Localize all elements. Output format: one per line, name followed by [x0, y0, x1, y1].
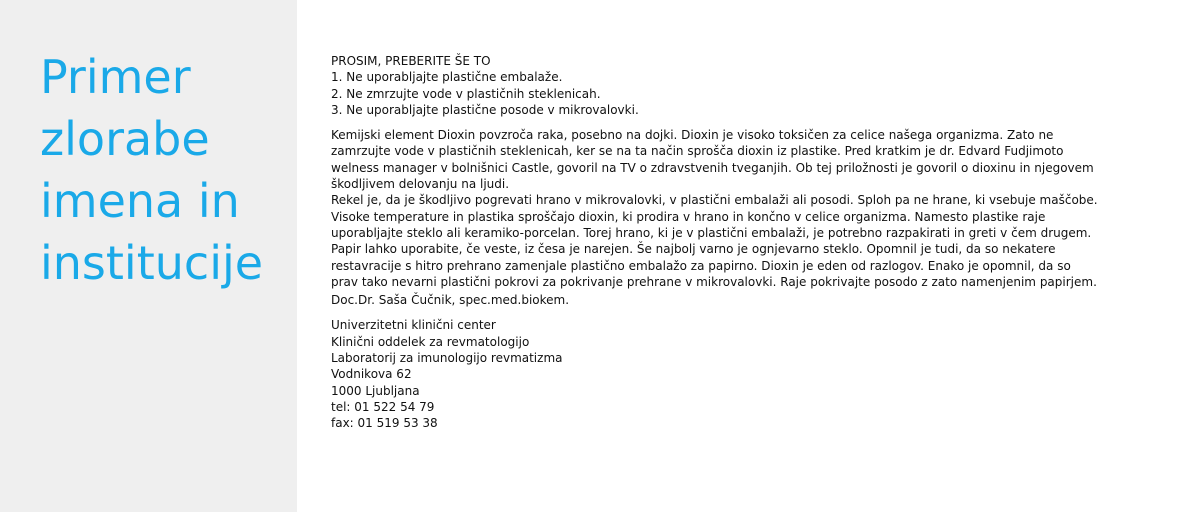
- paragraph-line: Visoke temperature in plastika sproščajo dioxin, ki prodira v hrano in končno v celice organizma. Namesto plastike raje: [331, 209, 1046, 224]
- paragraph-microwave: [331, 192, 1181, 241]
- paragraph-line: zamrzujte vode v plastičnih steklenicah, ker se na ta način sprošča dioxin iz plastike. Pred kratkim je dr. Edvard Fudjimoto: [331, 144, 1064, 159]
- paragraph-line: welness manager v bolnišnici Castle, govoril na TV o zdravstvenih tveganjih. Ob tej priložnosti je govoril o dioxinu in njegovem: [331, 160, 1094, 175]
- paragraph-line: restavracije s hitro prehrano zamenjale plastično embalažo za papirno. Dioxin je eden od razlogov. Enako je opomnil, da so: [331, 258, 1071, 273]
- paragraph-line: Rekel je, da je škodljivo pogrevati hrano v mikrovalovki, v plastični embalaži ali posodi. Sploh pa ne hrane, ki vsebuje maščobe.: [331, 193, 1098, 208]
- title-line: zlorabe: [40, 112, 210, 166]
- paragraph-line: prav tako nevarni plastični pokrovi za pokrivanje prehrane v mikrovalovki. Raje pokrivajte posodo z zato namenjenim papirjem.: [331, 274, 1097, 289]
- slide-title: [40, 46, 290, 294]
- notice-item: 1. Ne uporabljajte plastične embalaže.: [331, 70, 563, 85]
- paragraph-line: Papir lahko uporabite, če veste, iz česa je narejen. Še najbolj varno je ognjevarno steklo. Opomnil je tudi, da so nekatere: [331, 242, 1056, 257]
- address-line: Univerzitetni klinični center: [331, 318, 496, 333]
- paragraph-line: uporabljajte steklo ali keramiko-porcelan. Torej hrano, ki je v plastični embalaži, je potrebno razpakirati in greti v čem drugem.: [331, 225, 1092, 240]
- address-line: Vodnikova 62: [331, 367, 412, 382]
- title-line: imena in: [40, 174, 240, 228]
- address-line: Laboratorij za imunologijo revmatizma: [331, 351, 563, 366]
- paragraph-dioxin: [331, 127, 1181, 192]
- paragraph-line: Kemijski element Dioxin povzroča raka, posebno na dojki. Dioxin je visoko toksičen za celice našega organizma. Zato ne: [331, 128, 1054, 143]
- notice-item: 3. Ne uporabljajte plastične posode v mikrovalovki.: [331, 102, 639, 117]
- notice-heading: PROSIM, PREBERITE ŠE TO: [331, 54, 491, 68]
- letter-content: [331, 53, 1181, 432]
- fax-line: fax: 01 519 53 38: [331, 416, 438, 431]
- notice-item: 2. Ne zmrzujte vode v plastičnih steklenicah.: [331, 86, 601, 101]
- address-line: 1000 Ljubljana: [331, 383, 420, 398]
- signature-name: Doc.Dr. Saša Čučnik, spec.med.biokem.: [331, 293, 570, 308]
- title-line: Primer: [40, 50, 191, 104]
- notice-block: [331, 53, 1181, 118]
- address-line: Klinični oddelek za revmatologijo: [331, 334, 530, 349]
- paragraph-line: škodljivem delovanju na ljudi.: [331, 177, 510, 192]
- left-title-panel: [0, 0, 297, 512]
- signature-block: [331, 292, 1181, 308]
- title-line: institucije: [40, 236, 264, 290]
- phone-line: tel: 01 522 54 79: [331, 399, 435, 414]
- paragraph-paper: [331, 241, 1181, 290]
- address-block: [331, 317, 1181, 431]
